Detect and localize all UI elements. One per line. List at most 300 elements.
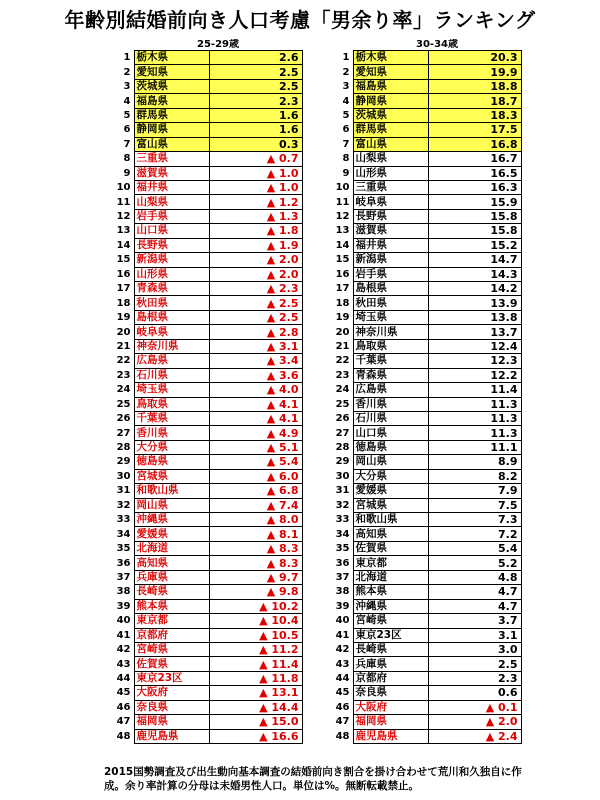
rank-cell: 43 xyxy=(335,658,350,670)
rank-cell: 38 xyxy=(116,586,131,598)
table-row xyxy=(323,541,521,555)
prefecture-cell: 埼玉県 xyxy=(134,383,209,397)
prefecture-cell: 愛知県 xyxy=(134,65,209,79)
prefecture-cell: 福島県 xyxy=(134,94,209,108)
table-row xyxy=(323,282,521,296)
prefecture-cell: 滋賀県 xyxy=(134,166,209,180)
value-cell: 11.3 xyxy=(428,426,521,440)
prefecture-cell: 福井県 xyxy=(353,238,428,252)
rank-cell: 7 xyxy=(342,138,350,150)
value-cell: 4.7 xyxy=(428,585,521,599)
rank-cell: 26 xyxy=(116,413,131,425)
rank-cell: 2 xyxy=(123,66,131,78)
value-cell: ▲ 11.2 xyxy=(209,642,302,656)
rank-cell: 6 xyxy=(342,124,350,136)
table-row xyxy=(104,166,302,180)
table-row xyxy=(104,354,302,368)
table-row xyxy=(104,628,302,642)
prefecture-cell: 鳥取県 xyxy=(353,339,428,353)
rank-cell: 44 xyxy=(335,673,350,685)
value-cell: ▲ 10.5 xyxy=(209,628,302,642)
rank-cell: 39 xyxy=(116,600,131,612)
table-row xyxy=(104,397,302,411)
table-row xyxy=(323,253,521,267)
prefecture-cell: 青森県 xyxy=(353,368,428,382)
rank-cell: 32 xyxy=(116,499,131,511)
rank-cell: 18 xyxy=(335,297,350,309)
value-cell: ▲ 7.4 xyxy=(209,498,302,512)
rank-cell: 20 xyxy=(335,326,350,338)
prefecture-cell: 奈良県 xyxy=(134,700,209,714)
table-row xyxy=(323,94,521,108)
prefecture-cell: 栃木県 xyxy=(353,51,428,65)
value-cell: 2.5 xyxy=(209,65,302,79)
prefecture-cell: 茨城県 xyxy=(134,79,209,93)
value-cell: ▲ 9.7 xyxy=(209,570,302,584)
prefecture-cell: 長野県 xyxy=(134,238,209,252)
prefecture-cell: 熊本県 xyxy=(134,599,209,613)
prefecture-cell: 山形県 xyxy=(353,166,428,180)
table-row xyxy=(104,671,302,685)
table-row xyxy=(323,65,521,79)
value-cell: ▲ 1.0 xyxy=(209,180,302,194)
table-row xyxy=(323,440,521,454)
prefecture-cell: 福岡県 xyxy=(134,715,209,729)
rank-cell: 32 xyxy=(335,499,350,511)
rank-cell: 31 xyxy=(335,485,350,497)
prefecture-cell: 東京都 xyxy=(134,614,209,628)
rank-cell: 35 xyxy=(116,543,131,555)
rank-cell: 23 xyxy=(116,369,131,381)
table-row xyxy=(323,368,521,382)
table-row xyxy=(323,570,521,584)
table-row xyxy=(104,700,302,714)
table-row xyxy=(323,166,521,180)
rank-cell: 8 xyxy=(342,153,350,165)
prefecture-cell: 岩手県 xyxy=(134,209,209,223)
prefecture-cell: 愛知県 xyxy=(353,65,428,79)
value-cell: 11.1 xyxy=(428,440,521,454)
value-cell: 17.5 xyxy=(428,123,521,137)
prefecture-cell: 北海道 xyxy=(134,541,209,555)
table-row xyxy=(323,123,521,137)
rank-cell: 40 xyxy=(116,615,131,627)
table-row xyxy=(323,498,521,512)
rank-cell: 10 xyxy=(335,182,350,194)
value-cell: ▲ 10.2 xyxy=(209,599,302,613)
rank-cell: 7 xyxy=(123,138,131,150)
table-row xyxy=(323,267,521,281)
prefecture-cell: 長崎県 xyxy=(134,585,209,599)
value-cell: ▲ 4.0 xyxy=(209,383,302,397)
table-row xyxy=(104,686,302,700)
table-row xyxy=(323,108,521,122)
value-cell: 16.5 xyxy=(428,166,521,180)
value-cell: 13.8 xyxy=(428,310,521,324)
value-cell: 3.7 xyxy=(428,614,521,628)
value-cell: ▲ 5.1 xyxy=(209,440,302,454)
value-cell: ▲ 8.3 xyxy=(209,541,302,555)
rank-cell: 33 xyxy=(116,514,131,526)
rank-cell: 4 xyxy=(123,95,131,107)
table-row xyxy=(104,455,302,469)
prefecture-cell: 東京23区 xyxy=(134,671,209,685)
value-cell: 13.7 xyxy=(428,325,521,339)
prefecture-cell: 石川県 xyxy=(134,368,209,382)
table-row xyxy=(104,570,302,584)
table-row xyxy=(104,498,302,512)
value-cell: 7.5 xyxy=(428,498,521,512)
table-row xyxy=(104,152,302,166)
prefecture-cell: 和歌山県 xyxy=(353,513,428,527)
value-cell: 0.6 xyxy=(428,686,521,700)
value-cell: 2.5 xyxy=(209,79,302,93)
table-row xyxy=(323,383,521,397)
value-cell: 4.8 xyxy=(428,570,521,584)
prefecture-cell: 山梨県 xyxy=(353,152,428,166)
prefecture-cell: 富山県 xyxy=(134,137,209,151)
rank-cell: 35 xyxy=(335,543,350,555)
value-cell: 8.9 xyxy=(428,455,521,469)
value-cell: 14.3 xyxy=(428,267,521,281)
value-cell: ▲ 0.7 xyxy=(209,152,302,166)
prefecture-cell: 栃木県 xyxy=(134,51,209,65)
prefecture-cell: 香川県 xyxy=(134,426,209,440)
value-cell: ▲ 3.6 xyxy=(209,368,302,382)
value-cell: ▲ 1.9 xyxy=(209,238,302,252)
prefecture-cell: 岡山県 xyxy=(134,498,209,512)
value-cell: ▲ 6.8 xyxy=(209,484,302,498)
prefecture-cell: 群馬県 xyxy=(134,108,209,122)
value-cell: 15.8 xyxy=(428,224,521,238)
value-cell: 12.3 xyxy=(428,354,521,368)
prefecture-cell: 広島県 xyxy=(134,354,209,368)
table-row xyxy=(104,209,302,223)
rank-cell: 11 xyxy=(335,196,350,208)
rank-cell: 11 xyxy=(116,196,131,208)
rank-cell: 30 xyxy=(116,470,131,482)
rank-cell: 12 xyxy=(335,211,350,223)
rank-cell: 41 xyxy=(335,629,350,641)
table-row xyxy=(323,397,521,411)
value-cell: 15.2 xyxy=(428,238,521,252)
rank-cell: 13 xyxy=(335,225,350,237)
table-row xyxy=(323,152,521,166)
value-cell: 1.6 xyxy=(209,123,302,137)
prefecture-cell: 京都府 xyxy=(134,628,209,642)
rank-cell: 12 xyxy=(116,211,131,223)
rank-cell: 2 xyxy=(342,66,350,78)
value-cell: ▲ 2.5 xyxy=(209,296,302,310)
table-row xyxy=(104,180,302,194)
value-cell: 0.3 xyxy=(209,137,302,151)
table-row xyxy=(104,339,302,353)
table-row xyxy=(323,79,521,93)
rank-cell: 36 xyxy=(116,557,131,569)
prefecture-cell: 奈良県 xyxy=(353,686,428,700)
rank-cell: 38 xyxy=(335,586,350,598)
prefecture-cell: 鹿児島県 xyxy=(353,729,428,743)
value-cell: ▲ 5.4 xyxy=(209,455,302,469)
prefecture-cell: 大分県 xyxy=(353,469,428,483)
value-cell: ▲ 11.4 xyxy=(209,657,302,671)
value-cell: 2.3 xyxy=(209,94,302,108)
prefecture-cell: 高知県 xyxy=(353,527,428,541)
value-cell: 7.9 xyxy=(428,484,521,498)
value-cell: 3.0 xyxy=(428,642,521,656)
rank-cell: 8 xyxy=(123,153,131,165)
table-row xyxy=(104,657,302,671)
value-cell: ▲ 0.1 xyxy=(428,700,521,714)
prefecture-cell: 三重県 xyxy=(134,152,209,166)
value-cell: ▲ 16.6 xyxy=(209,729,302,743)
prefecture-cell: 岐阜県 xyxy=(134,325,209,339)
rank-cell: 21 xyxy=(335,340,350,352)
table-row xyxy=(323,426,521,440)
rank-cell: 13 xyxy=(116,225,131,237)
prefecture-cell: 熊本県 xyxy=(353,585,428,599)
value-cell: 5.2 xyxy=(428,556,521,570)
table-row xyxy=(104,469,302,483)
value-cell: ▲ 8.1 xyxy=(209,527,302,541)
rank-cell: 39 xyxy=(335,600,350,612)
table-row xyxy=(323,628,521,642)
rank-cell: 27 xyxy=(116,427,131,439)
rank-cell: 46 xyxy=(335,701,350,713)
prefecture-cell: 愛媛県 xyxy=(134,527,209,541)
rank-cell: 18 xyxy=(116,297,131,309)
prefecture-cell: 和歌山県 xyxy=(134,484,209,498)
table-row xyxy=(104,238,302,252)
value-cell: 14.7 xyxy=(428,253,521,267)
ranking-table-30-34 xyxy=(323,39,522,744)
table-row xyxy=(323,411,521,425)
table-row xyxy=(104,440,302,454)
rank-cell: 9 xyxy=(123,167,131,179)
prefecture-cell: 静岡県 xyxy=(134,123,209,137)
prefecture-cell: 東京23区 xyxy=(353,628,428,642)
prefecture-cell: 沖縄県 xyxy=(353,599,428,613)
value-cell: ▲ 6.0 xyxy=(209,469,302,483)
table-row xyxy=(104,513,302,527)
table-row xyxy=(104,224,302,238)
value-cell: ▲ 3.4 xyxy=(209,354,302,368)
prefecture-cell: 山口県 xyxy=(353,426,428,440)
value-cell: 2.6 xyxy=(209,51,302,65)
value-cell: 18.8 xyxy=(428,79,521,93)
value-cell: 5.4 xyxy=(428,541,521,555)
rank-cell: 48 xyxy=(335,730,350,742)
rank-cell: 9 xyxy=(342,167,350,179)
prefecture-cell: 神奈川県 xyxy=(134,339,209,353)
value-cell: ▲ 2.4 xyxy=(428,729,521,743)
table-row xyxy=(104,484,302,498)
value-cell: ▲ 1.2 xyxy=(209,195,302,209)
value-cell: 1.6 xyxy=(209,108,302,122)
prefecture-cell: 福井県 xyxy=(134,180,209,194)
rank-cell: 14 xyxy=(335,239,350,251)
rank-cell: 30 xyxy=(335,470,350,482)
value-cell: ▲ 11.8 xyxy=(209,671,302,685)
rank-cell: 26 xyxy=(335,413,350,425)
table-row xyxy=(104,310,302,324)
value-cell: 2.5 xyxy=(428,657,521,671)
rank-cell: 21 xyxy=(116,340,131,352)
rank-cell: 43 xyxy=(116,658,131,670)
rank-cell: 24 xyxy=(116,384,131,396)
prefecture-cell: 三重県 xyxy=(353,180,428,194)
rank-cell: 28 xyxy=(335,442,350,454)
table-row xyxy=(323,715,521,729)
table-row xyxy=(323,310,521,324)
value-cell: 14.2 xyxy=(428,282,521,296)
table-header-25-29: 25-29歳 xyxy=(134,39,302,51)
prefecture-cell: 京都府 xyxy=(353,671,428,685)
table-row xyxy=(104,267,302,281)
value-cell: ▲ 10.4 xyxy=(209,614,302,628)
table-row xyxy=(323,729,521,743)
table-row xyxy=(104,94,302,108)
rank-cell: 17 xyxy=(335,283,350,295)
table-row xyxy=(323,614,521,628)
prefecture-cell: 鳥取県 xyxy=(134,397,209,411)
prefecture-cell: 東京都 xyxy=(353,556,428,570)
table-row xyxy=(323,238,521,252)
table-row xyxy=(323,354,521,368)
prefecture-cell: 山梨県 xyxy=(134,195,209,209)
table-row xyxy=(323,686,521,700)
value-cell: 13.9 xyxy=(428,296,521,310)
table-row xyxy=(104,137,302,151)
table-row xyxy=(323,51,521,65)
rank-cell: 14 xyxy=(116,239,131,251)
table-row xyxy=(104,527,302,541)
rank-cell: 42 xyxy=(335,644,350,656)
prefecture-cell: 千葉県 xyxy=(353,354,428,368)
table-header-30-34: 30-34歳 xyxy=(353,39,521,51)
prefecture-cell: 宮崎県 xyxy=(134,642,209,656)
value-cell: ▲ 4.9 xyxy=(209,426,302,440)
prefecture-cell: 鹿児島県 xyxy=(134,729,209,743)
table-row xyxy=(104,108,302,122)
rank-cell: 20 xyxy=(116,326,131,338)
rank-cell: 19 xyxy=(335,312,350,324)
value-cell: ▲ 2.0 xyxy=(209,253,302,267)
table-row xyxy=(104,599,302,613)
table-row xyxy=(104,325,302,339)
table-row xyxy=(104,541,302,555)
prefecture-cell: 長崎県 xyxy=(353,642,428,656)
value-cell: 16.8 xyxy=(428,137,521,151)
rank-cell: 41 xyxy=(116,629,131,641)
prefecture-cell: 神奈川県 xyxy=(353,325,428,339)
prefecture-cell: 滋賀県 xyxy=(353,224,428,238)
rank-cell: 44 xyxy=(116,673,131,685)
prefecture-cell: 茨城県 xyxy=(353,108,428,122)
rank-cell: 17 xyxy=(116,283,131,295)
table-row xyxy=(104,411,302,425)
prefecture-cell: 宮城県 xyxy=(353,498,428,512)
value-cell: 7.2 xyxy=(428,527,521,541)
value-cell: ▲ 9.8 xyxy=(209,585,302,599)
value-cell: ▲ 3.1 xyxy=(209,339,302,353)
prefecture-cell: 大阪府 xyxy=(134,686,209,700)
prefecture-cell: 兵庫県 xyxy=(353,657,428,671)
prefecture-cell: 沖縄県 xyxy=(134,513,209,527)
prefecture-cell: 徳島県 xyxy=(353,440,428,454)
prefecture-cell: 香川県 xyxy=(353,397,428,411)
value-cell: ▲ 13.1 xyxy=(209,686,302,700)
rank-cell: 47 xyxy=(335,716,350,728)
prefecture-cell: 千葉県 xyxy=(134,411,209,425)
table-row xyxy=(323,599,521,613)
rank-cell: 25 xyxy=(335,398,350,410)
prefecture-cell: 北海道 xyxy=(353,570,428,584)
value-cell: ▲ 2.0 xyxy=(209,267,302,281)
value-cell: ▲ 8.0 xyxy=(209,513,302,527)
prefecture-cell: 兵庫県 xyxy=(134,570,209,584)
rank-cell: 34 xyxy=(335,528,350,540)
page-title: 年齢別結婚前向き人口考慮「男余り率」ランキング xyxy=(64,8,536,32)
table-row xyxy=(323,527,521,541)
rank-cell: 3 xyxy=(123,81,131,93)
value-cell: 16.7 xyxy=(428,152,521,166)
prefecture-cell: 宮崎県 xyxy=(353,614,428,628)
prefecture-cell: 秋田県 xyxy=(134,296,209,310)
value-cell: 3.1 xyxy=(428,628,521,642)
table-row xyxy=(323,325,521,339)
prefecture-cell: 岐阜県 xyxy=(353,195,428,209)
table-row xyxy=(104,282,302,296)
prefecture-cell: 富山県 xyxy=(353,137,428,151)
table-row xyxy=(104,296,302,310)
table-row xyxy=(104,715,302,729)
rank-cell: 45 xyxy=(335,687,350,699)
table-row xyxy=(104,65,302,79)
table-row xyxy=(104,79,302,93)
value-cell: ▲ 8.3 xyxy=(209,556,302,570)
value-cell: 2.3 xyxy=(428,671,521,685)
table-row xyxy=(323,484,521,498)
rank-cell: 33 xyxy=(335,514,350,526)
rank-cell: 45 xyxy=(116,687,131,699)
table-row xyxy=(104,195,302,209)
table-row xyxy=(323,657,521,671)
prefecture-cell: 大分県 xyxy=(134,440,209,454)
prefecture-cell: 徳島県 xyxy=(134,455,209,469)
table-row xyxy=(104,383,302,397)
prefecture-cell: 島根県 xyxy=(353,282,428,296)
value-cell: ▲ 15.0 xyxy=(209,715,302,729)
table-row xyxy=(323,671,521,685)
rank-cell: 1 xyxy=(342,52,350,64)
prefecture-cell: 宮城県 xyxy=(134,469,209,483)
table-row xyxy=(323,195,521,209)
table-row xyxy=(323,224,521,238)
value-cell: 18.3 xyxy=(428,108,521,122)
rank-cell: 28 xyxy=(116,442,131,454)
table-row xyxy=(323,296,521,310)
rank-cell: 48 xyxy=(116,730,131,742)
prefecture-cell: 福島県 xyxy=(353,79,428,93)
rank-cell: 34 xyxy=(116,528,131,540)
table-row xyxy=(104,51,302,65)
value-cell: 11.3 xyxy=(428,411,521,425)
value-cell: 19.9 xyxy=(428,65,521,79)
table-row xyxy=(323,556,521,570)
rank-cell: 37 xyxy=(116,571,131,583)
value-cell: 20.3 xyxy=(428,51,521,65)
